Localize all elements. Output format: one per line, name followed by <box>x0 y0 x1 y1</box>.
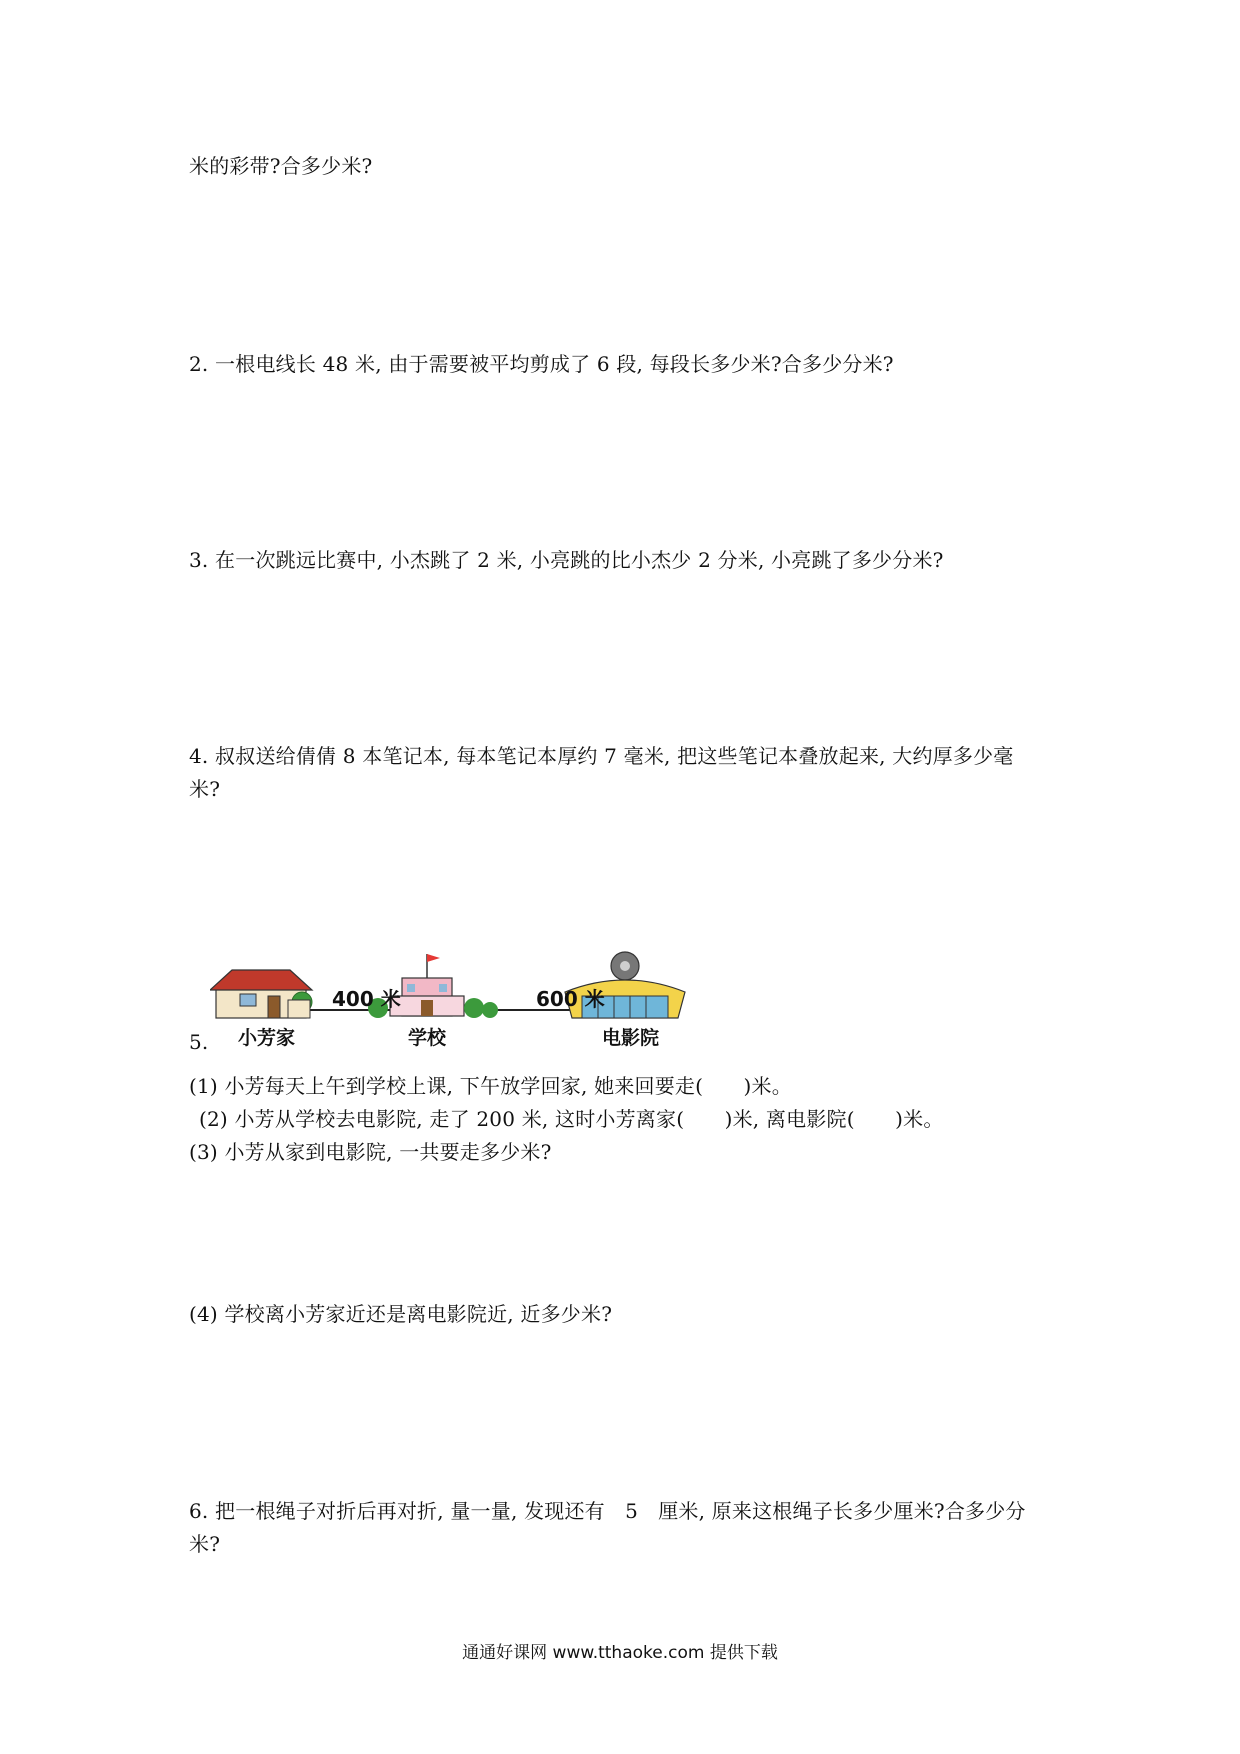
distance-1-label: 400 米 <box>332 987 401 1011</box>
question-4-line-1: 4. 叔叔送给倩倩 8 本笔记本, 每本笔记本厚约 7 毫米, 把这些笔记本叠放起来, 大约厚多少毫 <box>189 744 1014 768</box>
question-6-line-2: 米? <box>189 1532 221 1556</box>
route-diagram <box>210 940 755 1058</box>
question-2: 2. 一根电线长 48 米, 由于需要被平均剪成了 6 段, 每段长多少米?合多少分米? <box>189 352 894 376</box>
question-5-part-1: (1) 小芳每天上午到学校上课, 下午放学回家, 她来回要走( )米。 <box>189 1074 792 1098</box>
question-6-line-1: 6. 把一根绳子对折后再对折, 量一量, 发现还有 5 厘米, 原来这根绳子长多少厘米?合多少分 <box>189 1499 1026 1523</box>
question-5-part-3: (3) 小芳从家到电影院, 一共要走多少米? <box>189 1140 552 1164</box>
question-5-number: 5. <box>189 1030 209 1054</box>
question-5-part-4: (4) 学校离小芳家近还是离电影院近, 近多少米? <box>189 1302 613 1326</box>
question-5-part-2: (2) 小芳从学校去电影院, 走了 200 米, 这时小芳离家( )米, 离电影院( )米。 <box>199 1107 944 1131</box>
question-4-line-2: 米? <box>189 777 221 801</box>
home-label: 小芳家 <box>238 1027 296 1049</box>
school-label: 学校 <box>408 1027 447 1049</box>
house-icon <box>210 970 312 1018</box>
question-1-tail: 米的彩带?合多少米? <box>189 154 373 178</box>
distance-2-label: 600 米 <box>536 987 605 1011</box>
question-3: 3. 在一次跳远比赛中, 小杰跳了 2 米, 小亮跳的比小杰少 2 分米, 小亮跳了多少分米? <box>189 548 944 572</box>
cinema-label: 电影院 <box>602 1027 660 1049</box>
footer-credit: 通通好课网 www.tthaoke.com 提供下载 <box>462 1643 778 1663</box>
